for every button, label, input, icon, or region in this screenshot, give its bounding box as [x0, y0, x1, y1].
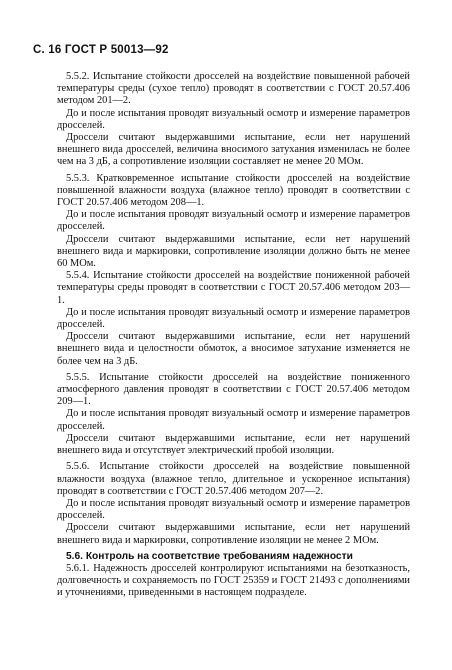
paragraph: Дроссели считают выдержавшими испытание, если нет нарушений внешнего вида и маркировки, сопротивление изоляции должно быть не менее 60 МОм.	[57, 233, 410, 270]
section-heading: 5.6. Контроль на соответствие требованиям надежности	[66, 550, 353, 562]
page-header: С. 16 ГОСТ Р 50013—92	[33, 44, 169, 56]
paragraph-5-6-1: 5.6.1. Надежность дросселей контролируют испытаниями на безотказность, долговечность и сохраняемость по ГОСТ 25359 и ГОСТ 21493 с дополнениями и уточнениями, приведенными в настоящем подразделе.	[57, 562, 410, 599]
paragraph-5-5-6: 5.5.6. Испытание стойкости дросселей на воздействие повышенной влажности воздуха (влажное тепло, длительное и ускоренное испытания) проводят в соответствии с ГОСТ 20.57.406 методом 207—2.	[57, 461, 410, 497]
paragraph: До и после испытания проводят визуальный осмотр и измерение параметров дросселей.	[57, 497, 410, 522]
paragraph: До и после испытания проводят визуальный осмотр и измерение параметров дросселей.	[57, 107, 410, 131]
paragraph-5-5-3: 5.5.3. Кратковременное испытание стойкости дросселей на воздействие повышенной влажности воздуха (влажное тепло) проводят в соответствии с ГОСТ 20.57.406 методом 208—1.	[57, 172, 410, 209]
paragraph: До и после испытания проводят визуальный осмотр и измерение параметров дросселей.	[57, 408, 410, 432]
paragraph: Дроссели считают выдержавшими испытание, если нет нарушений внешнего вида и целостности обмоток, а вносимое затухание изменяется не более чем на 3 дБ.	[57, 331, 410, 367]
paragraph: До и после испытания проводят визуальный осмотр и измерение параметров дросселей.	[57, 306, 410, 331]
paragraph: Дроссели считают выдержавшими испытание, если нет нарушений внешнего вида дросселей, величина вносимого затухания изменилась не более чем на 3 дБ, а сопротивление изоляции составляет не менее 20 МОм.	[57, 132, 410, 168]
document-body	[57, 71, 410, 600]
paragraph: До и после испытания проводят визуальный осмотр и измерение параметров дросселей.	[57, 209, 410, 233]
paragraph-5-5-2: 5.5.2. Испытание стойкости дросселей на воздействие повышенной рабочей температуры среды (сухое тепло) проводят в соответствии с ГОСТ 20.57.406 методом 201—2.	[57, 71, 410, 107]
paragraph: Дроссели считают выдержавшими испытание, если нет нарушений внешнего вида и маркировки, сопротивление изоляции не менее 2 МОм.	[57, 522, 410, 546]
paragraph: Дроссели считают выдержавшими испытание, если нет нарушений внешнего вида и отсутствует электрический пробой изоляции.	[57, 432, 410, 457]
paragraph-5-5-5: 5.5.5. Испытание стойкости дросселей на воздействие пониженного атмосферного давления проводят в соответствии с ГОСТ 20.57.406 методом 209—1.	[57, 371, 410, 408]
paragraph-5-5-4: 5.5.4. Испытание стойкости дросселей на воздействие пониженной рабочей температуры среды проводят в соответствии с ГОСТ 20.57.406 методом 203—1.	[57, 270, 410, 306]
